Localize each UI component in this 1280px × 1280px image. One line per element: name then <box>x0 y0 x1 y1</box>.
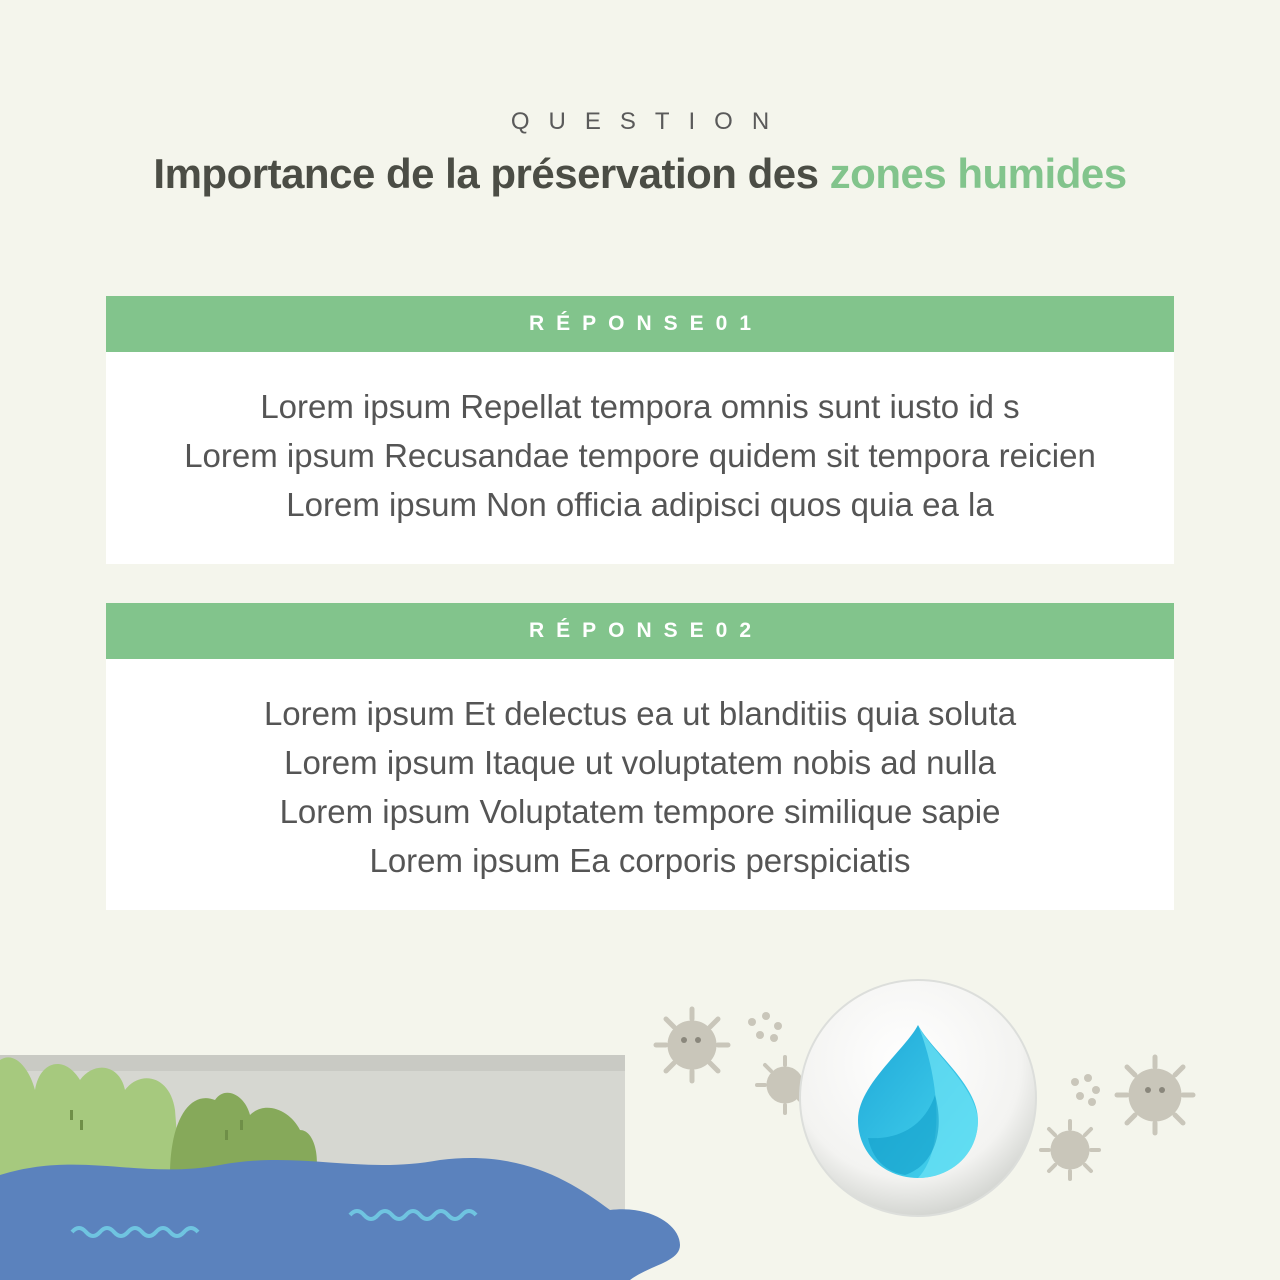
title-main: Importance de la préservation des <box>153 150 830 197</box>
wetland-illustration <box>0 960 1280 1280</box>
answer-card-2 <box>106 603 1174 910</box>
answer-2-line-4: Lorem ipsum Ea corporis perspiciatis <box>369 842 911 879</box>
answer-card-2-header: RÉPONSE02 <box>106 603 1174 659</box>
answer-1-line-3: Lorem ipsum Non officia adipisci quos quia ea la <box>286 486 994 523</box>
answer-card-1-body <box>106 352 1174 529</box>
answer-2-line-1: Lorem ipsum Et delectus ea ut blanditiis quia soluta <box>263 695 1017 732</box>
answer-card-1-header: RÉPONSE01 <box>106 296 1174 352</box>
answer-1-line-2: Lorem ipsum Recusandae tempore quidem sit tempora reicien <box>184 437 1096 474</box>
title-accent: zones humides <box>829 150 1127 197</box>
answer-2-line-2: Lorem ipsum Itaque ut voluptatem nobis ad nulla <box>284 744 996 781</box>
answer-card-2-body <box>106 659 1174 885</box>
answer-1-line-1: Lorem ipsum Repellat tempora omnis sunt iusto id s <box>260 388 1020 425</box>
water-droplet-bubble-icon <box>800 980 1036 1216</box>
eyebrow-label: QUESTION <box>510 108 789 135</box>
page-title <box>0 150 1280 198</box>
answer-2-line-3: Lorem ipsum Voluptatem tempore similique sapie <box>279 793 1001 830</box>
answer-card-1 <box>106 296 1174 564</box>
